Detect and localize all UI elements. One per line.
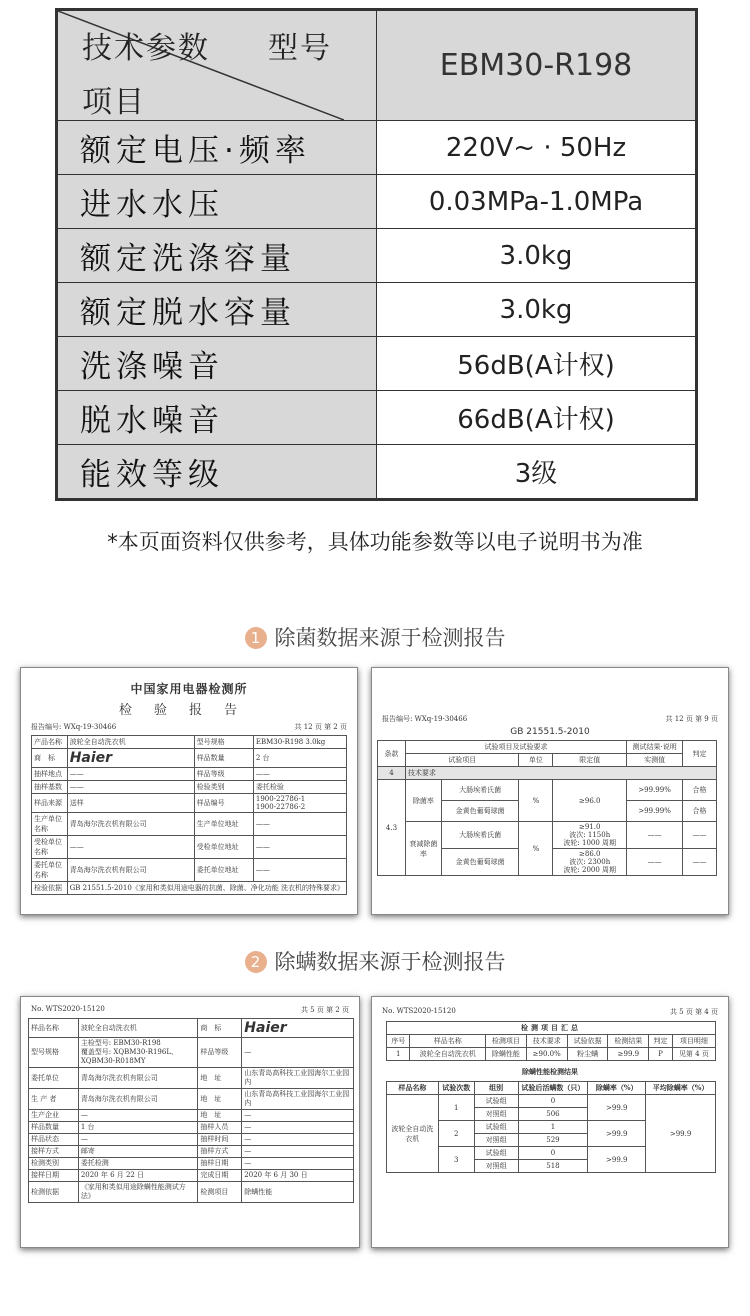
field-label: 样品来源 (32, 794, 68, 813)
mite-count: 529 (518, 1134, 588, 1147)
report-results-table (377, 740, 717, 876)
measured: —— (627, 849, 683, 876)
field-value: — (78, 1134, 198, 1146)
spec-row (58, 283, 696, 337)
spec-header-cell (58, 11, 377, 121)
table-row (32, 794, 347, 813)
report-photo-mite-results (371, 996, 729, 1248)
field-label: 抽样日期 (198, 1158, 242, 1170)
clause-no: 4.3 (378, 780, 406, 876)
summary-cell: 1 (387, 1048, 410, 1061)
table-row (32, 749, 347, 768)
spec-row (58, 445, 696, 499)
spec-value: 0.03MPa-1.0MPa (377, 175, 696, 229)
table-row (32, 736, 347, 749)
spec-value: 56dB(A计权) (377, 337, 696, 391)
field-label: 检测项目 (198, 1182, 242, 1203)
field-value: — (242, 1134, 354, 1146)
col-req: 试验项目及试验要求 (405, 741, 626, 754)
removal-rate: >99.9 (588, 1147, 646, 1173)
sample-name: 波轮全自动洗衣机 (387, 1095, 439, 1173)
spec-model-value: EBM30-R198 (377, 11, 696, 121)
verdict: —— (683, 822, 717, 849)
field-label: 生产单位地址 (194, 813, 253, 836)
field-label: 型号规格 (194, 736, 253, 749)
field-value: —— (253, 813, 346, 836)
spec-value: 3.0kg (377, 283, 696, 337)
report-meta (21, 1005, 359, 1015)
field-label: 地 址 (198, 1068, 242, 1089)
field-label: 样品编号 (194, 794, 253, 813)
trial-number: 1 (438, 1095, 474, 1121)
report-standard: GB 21551.5-2010 (510, 727, 590, 737)
field-value: 除螨性能 (242, 1182, 354, 1203)
field-value: 1900-22786-1 1900-22786-2 (253, 794, 346, 813)
measured: >99.99% (627, 801, 683, 822)
field-label: 生产单位名称 (32, 813, 68, 836)
field-label: 样品等级 (194, 768, 253, 781)
spec-value: 3级 (377, 445, 696, 499)
field-value: 山东青岛高科技工业园海尔工业园内 (242, 1089, 354, 1110)
table-row (387, 1095, 716, 1108)
measured: >99.99% (627, 780, 683, 801)
basis-label: 检验依据 (32, 882, 68, 895)
spec-value: 3.0kg (377, 229, 696, 283)
spec-value: 66dB(A计权) (377, 391, 696, 445)
summary-header: 样品名称 (410, 1035, 485, 1048)
spec-label: 额定洗涤容量 (58, 229, 377, 283)
report-photo-sterilization-results (371, 667, 729, 915)
summary-cell: ≥99.9 (608, 1048, 649, 1061)
mite-count: 506 (518, 1108, 588, 1121)
summary-table (386, 1021, 716, 1061)
field-label: 接样方式 (29, 1146, 79, 1158)
field-value: 青岛海尔洗衣机有限公司 (67, 813, 194, 836)
field-label: 抽样时间 (198, 1134, 242, 1146)
limit: ≥96.0 (553, 780, 627, 822)
spec-label: 额定电压·频率 (58, 121, 377, 175)
table-row (29, 1158, 354, 1170)
verdict: 合格 (683, 780, 717, 801)
field-label: 地 址 (198, 1110, 242, 1122)
spec-label: 进水水压 (58, 175, 377, 229)
field-label: 样品名称 (29, 1019, 79, 1038)
table-row (32, 768, 347, 781)
field-label: 地 址 (198, 1089, 242, 1110)
group-label: 对照组 (474, 1160, 518, 1173)
report-page: 共 5 页 第 4 页 (669, 1008, 718, 1016)
report-meta (372, 714, 728, 724)
mite-count: 0 (518, 1095, 588, 1108)
group-name: 除菌率 (405, 780, 441, 822)
sub-header: 单位 (519, 754, 553, 767)
col-result: 测试结果·说明 (627, 741, 683, 754)
report-org: 中国家用电器检测所 (130, 682, 248, 696)
report-page: 共 12 页 第 2 页 (294, 723, 347, 731)
field-value: 2 台 (253, 749, 346, 768)
report-info-table (28, 1018, 354, 1203)
table-row (29, 1089, 354, 1110)
section-label: 技术要求 (405, 767, 716, 780)
field-label: 委托单位地址 (194, 859, 253, 882)
summary-header: 序号 (387, 1035, 410, 1048)
field-value: 波轮全自动洗衣机 (78, 1019, 198, 1038)
summary-header: 判定 (649, 1035, 672, 1048)
field-value: 青岛海尔洗衣机有限公司 (78, 1089, 198, 1110)
table-row (29, 1122, 354, 1134)
field-label: 生产企业 (29, 1110, 79, 1122)
field-value: — (242, 1158, 354, 1170)
table-row (32, 836, 347, 859)
field-value: 山东青岛高科技工业园海尔工业园内 (242, 1068, 354, 1089)
table-row (29, 1110, 354, 1122)
sub-header: 试验项目 (405, 754, 519, 767)
field-label: 受检单位名称 (32, 836, 68, 859)
table-row (29, 1038, 354, 1068)
section-number-badge: 2 (245, 951, 267, 973)
field-label: 抽样人员 (198, 1122, 242, 1134)
group-label: 对照组 (474, 1134, 518, 1147)
result-header: 除螨率（%） (588, 1082, 646, 1095)
result-header: 试验次数 (438, 1082, 474, 1095)
summary-cell: 除螨性能 (485, 1048, 526, 1061)
report-info-table (31, 735, 347, 895)
spec-label: 脱水噪音 (58, 391, 377, 445)
mite-count: 1 (518, 1121, 588, 1134)
field-label: 检测依据 (29, 1182, 79, 1203)
field-value: EBM30-R198 3.0kg (253, 736, 346, 749)
report-title: 检验报告 (118, 703, 259, 718)
spec-row (58, 121, 696, 175)
sub-header: 实测值 (627, 754, 683, 767)
field-value: 主检型号: EBM30-R198 覆盖型号: XQBM30-R196L、XQBM30-R018MY (78, 1038, 198, 1068)
bacteria-name: 金黄色葡萄球菌 (441, 801, 519, 822)
trial-number: 3 (438, 1147, 474, 1173)
group-label: 对照组 (474, 1108, 518, 1121)
spec-row (58, 337, 696, 391)
section-title: 除螨数据来源于检测报告 (274, 950, 506, 974)
report-number: No. WTS2020-15120 (382, 1007, 456, 1015)
field-label: 委托单位名称 (32, 859, 68, 882)
summary-cell: ≥90.0% (526, 1048, 567, 1061)
field-value: — (78, 1110, 198, 1122)
field-label: 样品数量 (29, 1122, 79, 1134)
bacteria-name: 大肠埃希氏菌 (441, 822, 519, 849)
mite-count: 0 (518, 1147, 588, 1160)
field-value: 《家用和类似用途除螨性能测试方法》 (78, 1182, 198, 1203)
report-page: 共 12 页 第 9 页 (665, 715, 718, 723)
report-number: No. WTS2020-15120 (31, 1005, 105, 1013)
field-label: 产品名称 (32, 736, 68, 749)
field-label: 抽样地点 (32, 768, 68, 781)
summary-title: 检测项目汇总 (387, 1022, 716, 1035)
col-clause: 条款 (378, 741, 406, 767)
summary-header: 检测结果 (608, 1035, 649, 1048)
spec-label: 能效等级 (58, 445, 377, 499)
result-header: 平均除螨率（%） (646, 1082, 716, 1095)
result-header: 样品名称 (387, 1082, 439, 1095)
table-row (29, 1019, 354, 1038)
report-number: 报告编号: WXq-19-30466 (382, 715, 468, 723)
section-title: 除菌数据来源于检测报告 (274, 626, 506, 650)
result-header: 组别 (474, 1082, 518, 1095)
field-label: 抽样基数 (32, 781, 68, 794)
report-photo-mite-cover (20, 996, 360, 1248)
spec-row (58, 175, 696, 229)
spec-row (58, 229, 696, 283)
field-value: 2020 年 6 月 30 日 (242, 1170, 354, 1182)
field-label: 型号规格 (29, 1038, 79, 1068)
field-value: — (242, 1110, 354, 1122)
report-photo-sterilization-cover (20, 667, 358, 915)
table-row (29, 1182, 354, 1203)
report-meta (21, 722, 357, 732)
spec-label: 洗涤噪音 (58, 337, 377, 391)
unit: % (519, 780, 553, 822)
summary-header: 项目明细 (672, 1035, 715, 1048)
summary-cell: 粉尘螨 (567, 1048, 608, 1061)
field-label: 生 产 者 (29, 1089, 79, 1110)
measured: —— (627, 822, 683, 849)
bacteria-name: 大肠埃希氏菌 (441, 780, 519, 801)
result-title: 除螨性能检测结果 (522, 1067, 578, 1076)
field-value: 送样 (67, 794, 194, 813)
table-row (29, 1068, 354, 1089)
spec-header-param: 技术参数 (82, 31, 210, 66)
report-page: 共 5 页 第 2 页 (300, 1006, 349, 1014)
section-no: 4 (378, 767, 406, 780)
spec-row (58, 391, 696, 445)
removal-rate: >99.9 (588, 1095, 646, 1121)
field-label: 抽样方式 (198, 1146, 242, 1158)
summary-cell: 见第 4 页 (672, 1048, 715, 1061)
spec-value: 220V~ · 50Hz (377, 121, 696, 175)
sub-header: 限定值 (553, 754, 627, 767)
field-value: —— (253, 859, 346, 882)
report-meta (372, 1007, 728, 1017)
table-row (29, 1146, 354, 1158)
table-row (32, 859, 347, 882)
section-heading-2 (0, 946, 750, 976)
field-label: 受检单位地址 (194, 836, 253, 859)
verdict: —— (683, 849, 717, 876)
bacteria-name: 金黄色葡萄球菌 (441, 849, 519, 876)
field-value: —— (67, 768, 194, 781)
field-label: 委托单位 (29, 1068, 79, 1089)
group-label: 试验组 (474, 1121, 518, 1134)
summary-cell: P (649, 1048, 672, 1061)
field-value: — (242, 1122, 354, 1134)
table-row (32, 781, 347, 794)
field-value: —— (67, 781, 194, 794)
group-label: 试验组 (474, 1095, 518, 1108)
field-label: 样品数量 (194, 749, 253, 768)
table-row (32, 813, 347, 836)
result-table (386, 1081, 716, 1173)
summary-cell: 波轮全自动洗衣机 (410, 1048, 485, 1061)
field-value: 青岛海尔洗衣机有限公司 (78, 1068, 198, 1089)
field-value: — (242, 1146, 354, 1158)
section-heading-1 (0, 622, 750, 652)
field-value: 青岛海尔洗衣机有限公司 (67, 859, 194, 882)
spec-table (55, 8, 698, 501)
field-value: Haier (242, 1019, 354, 1038)
field-value: 1 台 (78, 1122, 198, 1134)
limit: ≥86.0 波次: 2300h 波轮: 2000 周期 (553, 849, 627, 876)
field-label: 检验类别 (194, 781, 253, 794)
field-value: 委托检测 (78, 1158, 198, 1170)
summary-header: 试验依据 (567, 1035, 608, 1048)
field-label: 样品等级 (198, 1038, 242, 1068)
field-label: 商 标 (198, 1019, 242, 1038)
spec-header-item: 项目 (82, 85, 146, 120)
field-value: 邮寄 (78, 1146, 198, 1158)
mite-count: 518 (518, 1160, 588, 1173)
unit: % (519, 822, 553, 876)
removal-rate: >99.9 (588, 1121, 646, 1147)
spec-label: 额定脱水容量 (58, 283, 377, 337)
average-rate: >99.9 (646, 1095, 716, 1173)
col-verdict: 判定 (683, 741, 717, 767)
verdict: 合格 (683, 801, 717, 822)
trial-number: 2 (438, 1121, 474, 1147)
limit: ≥91.0 波次: 1150h 波轮: 1000 周期 (553, 822, 627, 849)
field-value: —— (67, 836, 194, 859)
field-value: 2020 年 6 月 22 日 (78, 1170, 198, 1182)
field-label: 完成日期 (198, 1170, 242, 1182)
table-row (29, 1170, 354, 1182)
section-number-badge: 1 (245, 627, 267, 649)
basis-text: GB 21551.5-2010《家用和类似用途电器的抗菌、除菌、净化功能 洗衣机的特殊要求》 (67, 882, 346, 895)
summary-header: 检测项目 (485, 1035, 526, 1048)
field-value: 波轮全自动洗衣机 (67, 736, 194, 749)
field-label: 检测类别 (29, 1158, 79, 1170)
field-label: 接样日期 (29, 1170, 79, 1182)
table-row (29, 1134, 354, 1146)
field-value: —— (253, 768, 346, 781)
field-label: 商 标 (32, 749, 68, 768)
group-name: 衰减除菌率 (405, 822, 441, 876)
summary-header: 技术要求 (526, 1035, 567, 1048)
report-number: 报告编号: WXq-19-30466 (31, 723, 117, 731)
field-value: —— (253, 836, 346, 859)
result-header: 试验后活螨数（只） (518, 1082, 588, 1095)
spec-header-model-label: 型号 (268, 31, 332, 66)
group-label: 试验组 (474, 1147, 518, 1160)
field-value: — (242, 1038, 354, 1068)
disclaimer-note: *本页面资料仅供参考，具体功能参数等以电子说明书为准 (107, 530, 643, 554)
field-value: 委托检验 (253, 781, 346, 794)
field-label: 样品状态 (29, 1134, 79, 1146)
field-value: Haier (67, 749, 194, 768)
